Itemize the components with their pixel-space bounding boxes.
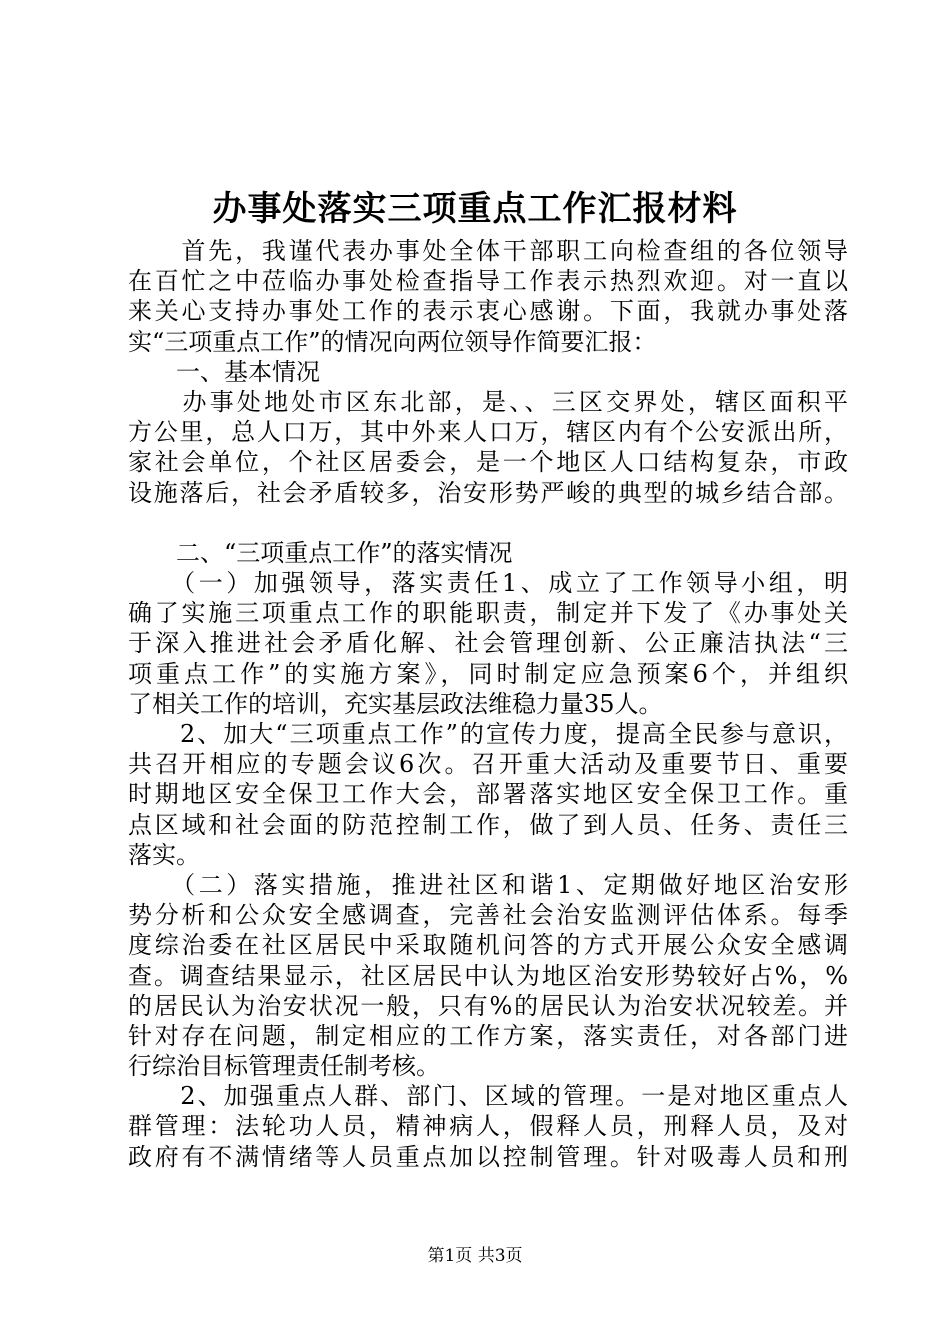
body-line: 确了实施三项重点工作的职能职责，制定并下发了《办事处关 — [128, 599, 848, 628]
body-line: 行综治目标管理责任制考核。 — [128, 1052, 440, 1081]
page-footer: 第1页 共3页 — [427, 1246, 523, 1266]
body-line: 查。调查结果显示，社区居民中认为地区治安形势较好占%，% — [128, 961, 848, 990]
blank-line — [128, 508, 848, 538]
body-line: 家社会单位，个社区居委会，是一个地区人口结构复杂，市政 — [128, 448, 848, 477]
body-line: 2、加强重点人群、部门、区域的管理。一是对地区重点人 — [128, 1082, 848, 1111]
body-line: 点区域和社会面的防范控制工作，做了到人员、任务、责任三 — [128, 810, 848, 839]
body-line: 时期地区安全保卫工作大会，部署落实地区安全保卫工作。重 — [128, 780, 848, 809]
body-line: 政府有不满情绪等人员重点加以控制管理。针对吸毒人员和刑 — [128, 1142, 848, 1171]
body-line: （一）加强领导，落实责任1、成立了工作领导小组，明 — [128, 569, 848, 598]
document-body — [128, 236, 848, 1172]
body-line: 2、加大“三项重点工作”的宣传力度，提高全民参与意识， — [128, 720, 848, 748]
body-line: 针对存在问题，制定相应的工作方案，落实责任，对各部门进 — [128, 1021, 848, 1050]
body-line: 首先，我谨代表办事处全体干部职工向检查组的各位领导 — [128, 237, 848, 265]
body-line: 度综治委在社区居民中采取随机问答的方式开展公众安全感调 — [128, 931, 848, 960]
body-line: 办事处地处市区东北部，是、、三区交界处，辖区面积平 — [128, 387, 848, 416]
body-line: 的居民认为治安状况一般，只有%的居民认为治安状况较差。并 — [128, 991, 848, 1020]
body-line: 来关心支持办事处工作的表示衷心感谢。下面，我就办事处落 — [128, 297, 848, 326]
body-line: 群管理：法轮功人员，精神病人，假释人员，刑释人员，及对 — [128, 1112, 848, 1141]
body-line: 势分析和公众安全感调查，完善社会治安监测评估体系。每季 — [128, 901, 848, 930]
body-line: 落实。 — [128, 840, 200, 869]
body-line: 了相关工作的培训，充实基层政法维稳力量35人。 — [128, 689, 663, 718]
body-line: 设施落后，社会矛盾较多，治安形势严峻的典型的城乡结合部。 — [128, 478, 848, 507]
body-line: 方公里，总人口万，其中外来人口万，辖区内有个公安派出所， — [128, 418, 848, 447]
body-line: 实“三项重点工作”的情况向两位领导作简要汇报： — [128, 327, 657, 356]
body-line: 在百忙之中莅临办事处检查指导工作表示热烈欢迎。对一直以 — [128, 267, 848, 296]
section-heading: 二、“三项重点工作”的落实情况 — [128, 538, 513, 567]
body-line: （二）落实措施，推进社区和谐1、定期做好地区治安形 — [128, 870, 848, 899]
body-line: 项重点工作”的实施方案》，同时制定应急预案6个，并组织 — [128, 659, 848, 688]
section-heading: 一、基本情况 — [128, 357, 320, 386]
body-line: 共召开相应的专题会议6次。召开重大活动及重要节日、重要 — [128, 750, 848, 779]
document-title: 办事处落实三项重点工作汇报材料 — [212, 189, 738, 229]
body-line: 于深入推进社会矛盾化解、社会管理创新、公正廉洁执法“三 — [128, 629, 848, 658]
